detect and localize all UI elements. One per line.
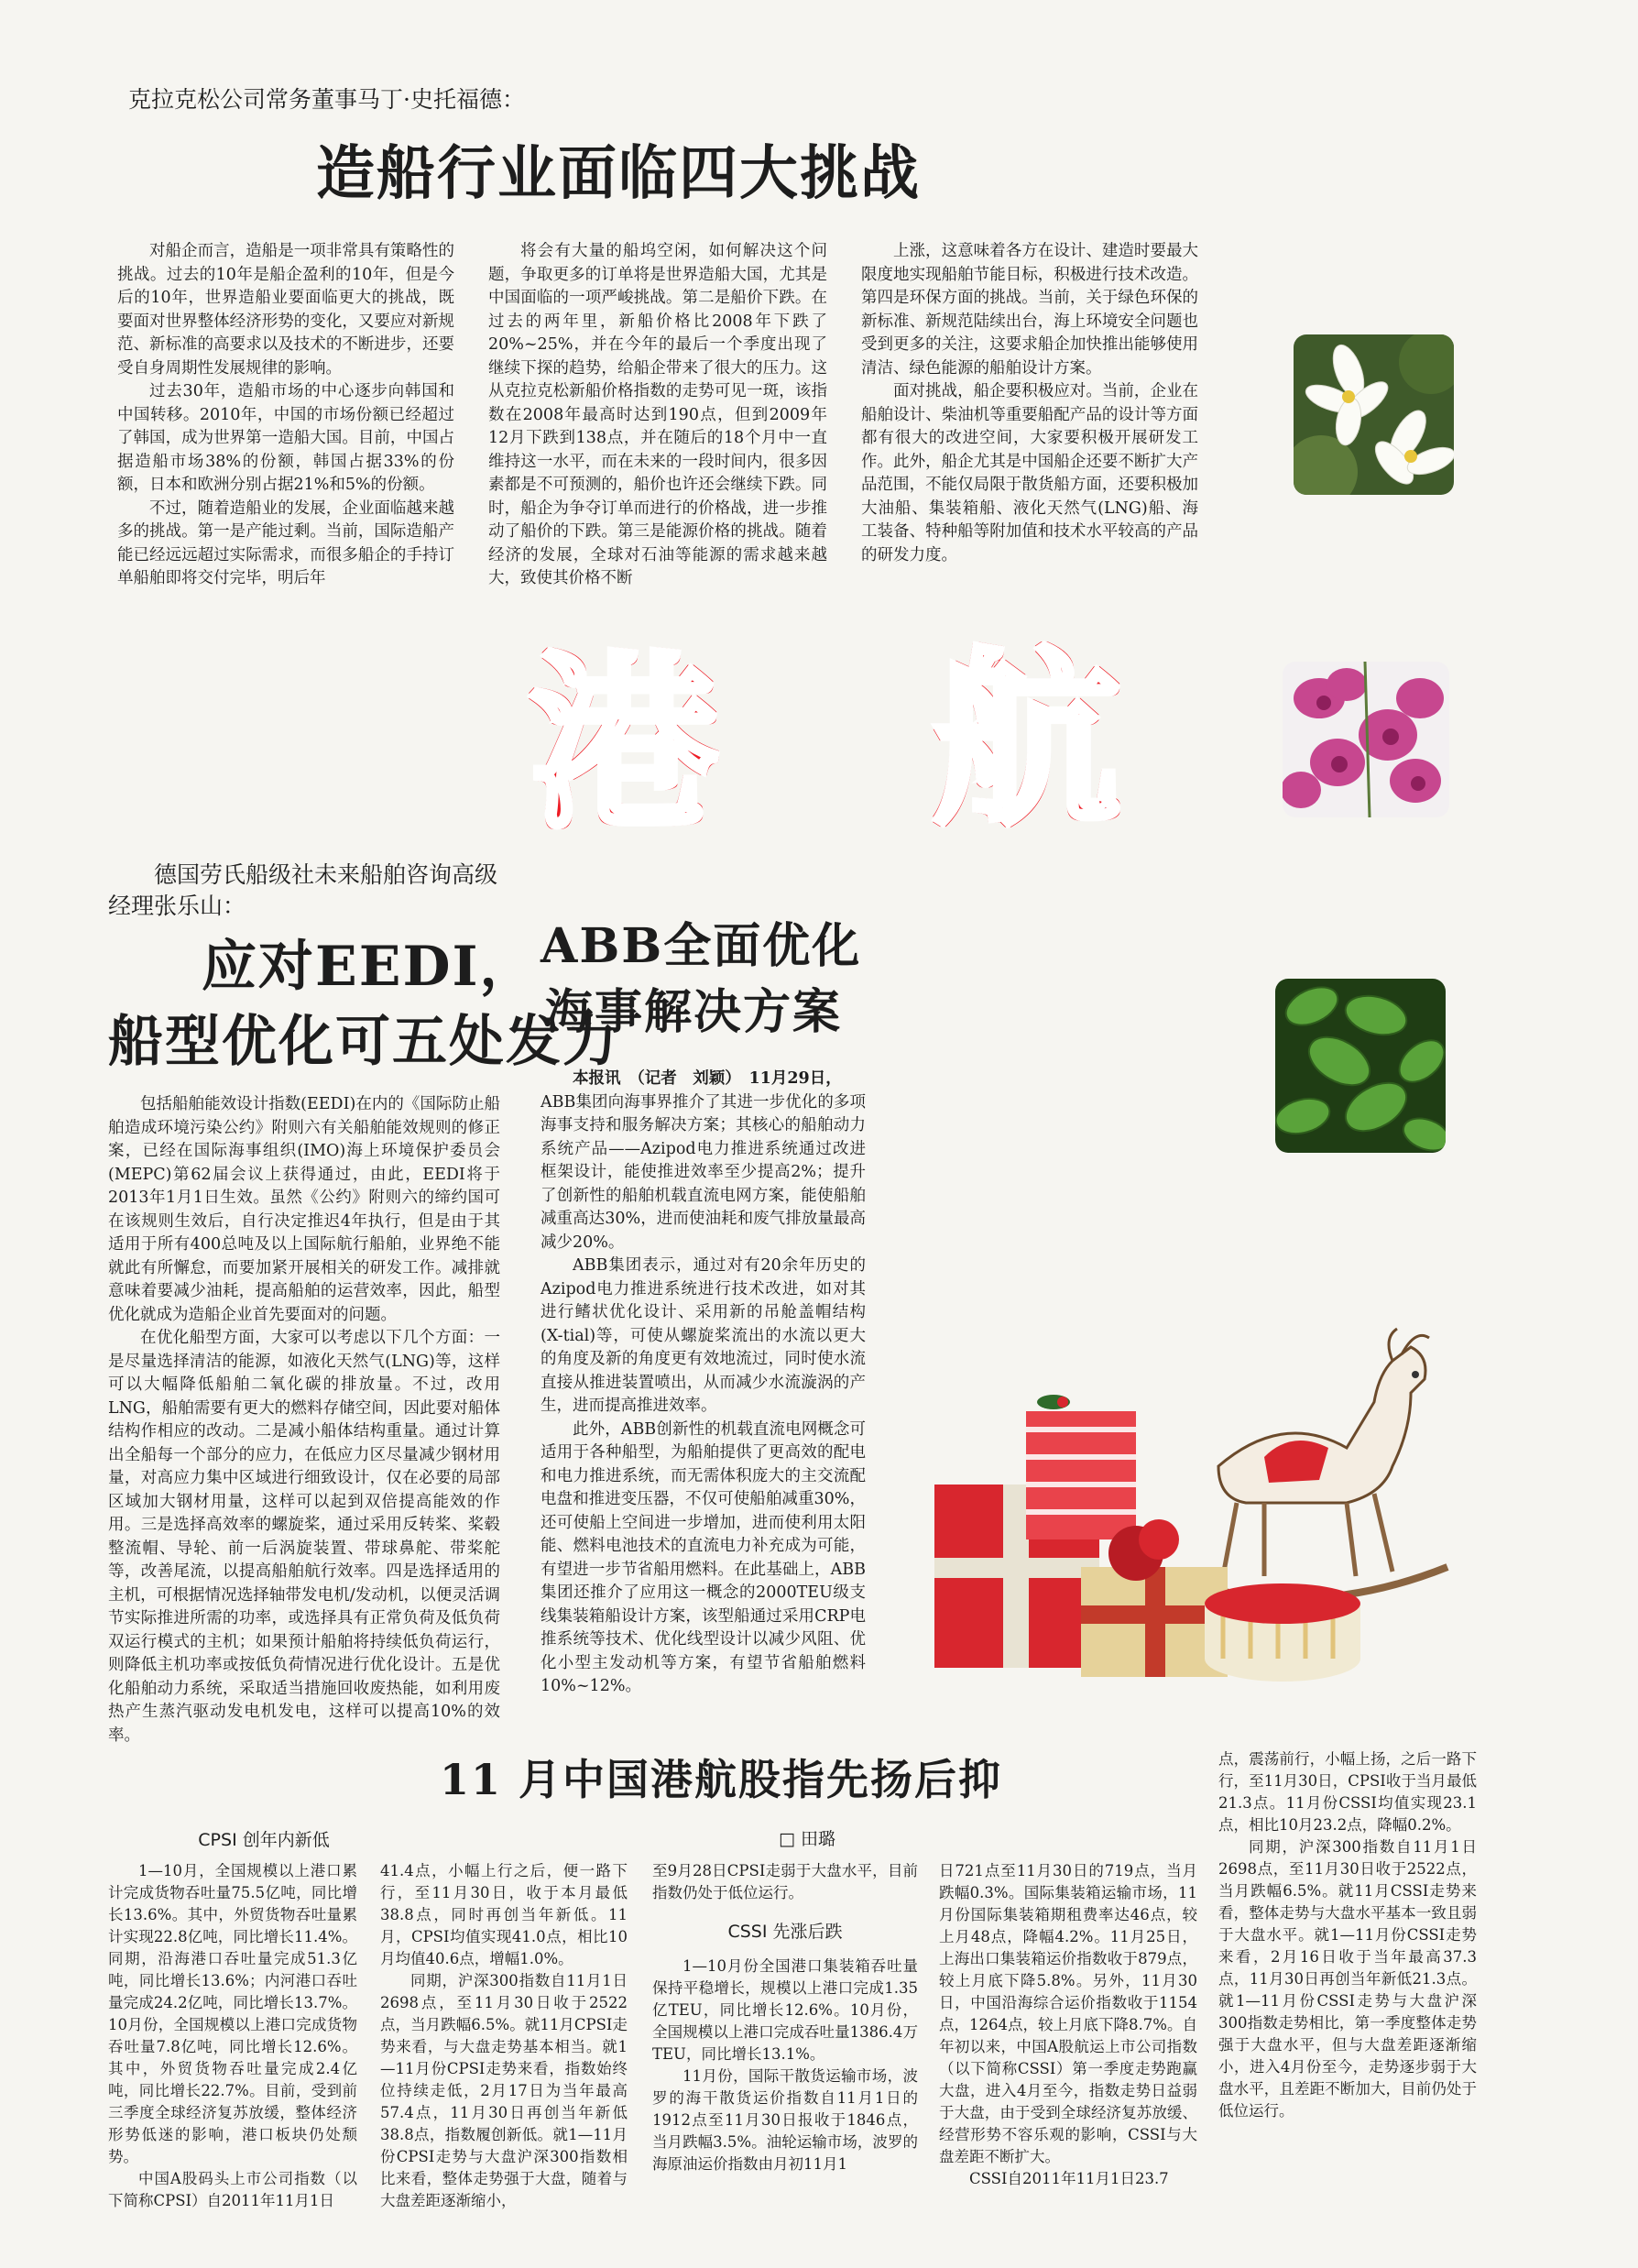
- article1-kicker: 克拉克松公司常务董事马丁·史托福德：: [128, 86, 525, 113]
- article3-body: [541, 1068, 866, 1699]
- article1-col1: [117, 240, 454, 591]
- article3-byline: 本报讯 （记者 刘颖） 11月29日，: [573, 1069, 842, 1088]
- paragraph: 点，震荡前行，小幅上扬，之后一路下行，至11月30日，CPSI收于当月最低21.3点。11月份CSSI均值实现23.1点，相比10月23.2点，降幅0.2%。: [1218, 1750, 1477, 1834]
- paragraph: 中国A股码头上市公司指数（以下简称CPSI）自2011年11月1日: [108, 2170, 357, 2209]
- article4-subhead-cpsi: CPSI 创年内新低: [198, 1830, 330, 1850]
- paragraph: ABB集团向海事界推介了其进一步优化的多项海事支持和服务解决方案；其核心的船舶动力系统产品——Azipod电力推进系统通过改进框架设计，能使推进效率至少提高2%；提升了创新性的船舶机载直流电网方案，能使船舶减重高达30%，进而使油耗和废气排放量最高减少20%。: [541, 1092, 866, 1252]
- paragraph: 11月份，国际干散货运输市场，波罗的海干散货运价指数自11月1日的1912点至11月30日报收于1846点，当月跌幅3.5%。油轮运输市场，波罗的海原油运价指数由月初11月1: [652, 2067, 918, 2173]
- pink-orchid-photo: [1283, 662, 1449, 817]
- article2-title-line2: 船型优化可五处发力: [108, 1010, 619, 1074]
- paragraph: 包括船舶能效设计指数(EEDI)在内的《国际防止船舶造成环境污染公约》附则六有关船舶能效规则的修正案，已经在国际海事组织(IMO)海上环境保护委员会(MEPC)第62届会议上获得通过，由此，EEDI将于2013年1月1日生效。虽然《公约》附则六的缔约国可在该规则生效后，自行决定推迟4年执行，但是由于其适用于所有400总吨及以上国际航行船舶，业界绝不能就此有所懈怠，而要加紧开展相关的研发工作。减排就意味着要减少油耗，提高船舶的运营效率，因此，船型优化就成为造船企业首先要面对的问题。: [108, 1095, 500, 1324]
- paragraph: 在优化船型方面，大家可以考虑以下几个方面：一是尽量选择清洁的能源，如液化天然气(LNG)等，这样可以大幅降低船舶二氧化碳的排放量。不过，改用LNG，船舶需要有更大的燃料存储空间，因此要对船体结构作相应的改动。二是减小船体结构重量。通过计算出全船每一个部分的应力，在低应力区尽量减少钢材用量，对高应力集中区域进行细致设计，仅在必要的局部区域加大钢材用量，这样可以起到双倍提高能效的作用。三是选择高效率的螺旋桨，通过采用反转桨、桨毂整流帽、导轮、前一后涡旋装置、带球鼻舵、带桨舵等，改善尾流，以提高船舶航行效率。四是选择适用的主机，可根据情况选择轴带发电机/发动机，以便灵活调节实际推进所需的功率，或选择具有正常负荷及低负荷双运行模式的主机；如果预计船舶将持续低负荷运行，则降低主机功率或按低负荷情况进行优化设计。五是优化船舶动力系统，采取适当措施回收废热能，如利用废热产生蒸汽驱动发电机发电，这样可以提高10%的效率。: [108, 1329, 500, 1745]
- paragraph: 不过，随着造船业的发展，企业面临越来越多的挑战。第一是产能过剩。当前，国际造船产能已经远远超过实际需求，而很多船企的手持订单船舶即将交付完毕，明后年: [117, 499, 454, 587]
- paragraph: 过去30年，造船市场的中心逐步向韩国和中国转移。2010年，中国的市场份额已经超过了韩国，成为世界第一造船大国。目前，中国占据造船市场38%的份额，韩国占据33%的份额，日本和欧洲分别占据21%和5%的份额。: [117, 382, 454, 494]
- paragraph: 41.4点，小幅上行之后，便一路下行，至11月30日，收于本月最低38.8点，同时再创当年新低。11月，CPSI均值实现41.0点，相比10月均值40.6点，增幅1.0%。: [380, 1862, 628, 1967]
- article4-byline: □ 田璐: [779, 1829, 835, 1849]
- paragraph: 对船企而言，造船是一项非常具有策略性的挑战。过去的10年是船企盈利的10年，但是今后的10年，世界造船业要面临更大的挑战，既要面对世界整体经济形势的变化，又要应对新规范、新标准的高要求以及技术的不断进步，还要受自身周期性发展规律的影响。: [117, 242, 454, 378]
- article3-title-line2: 海事解决方案: [545, 984, 843, 1040]
- paragraph: CSSI自2011年11月1日23.7: [969, 2170, 1169, 2187]
- section-char-hang: 航: [933, 632, 1120, 850]
- article2-title-line1: 应对EEDI，: [202, 935, 537, 999]
- paragraph: 至9月28日CPSI走弱于大盘水平，目前指数仍处于低位运行。: [652, 1862, 918, 1901]
- article4-subhead-cssi: CSSI 先涨后跌: [727, 1922, 843, 1942]
- article3-title-line1: ABB全面优化: [541, 918, 862, 974]
- article2-body: [108, 1093, 500, 1748]
- article1-col2: [488, 240, 827, 591]
- article2-kicker: 德国劳氏船级社未来船舶咨询高级经理张乐山：: [108, 861, 498, 919]
- section-char-gang: 港: [530, 636, 717, 854]
- article4-col1: [108, 1860, 357, 2212]
- article4-col2: [380, 1860, 628, 2212]
- paragraph: ABB集团表示，通过对有20余年历史的Azipod电力推进系统进行技术改进，如对其进行鳍状优化设计、采用新的吊舱盖帽结构(X-tial)等，可使从螺旋桨流出的水流以更大的角度及新的角度更有效地流过，同时使水流直接从推进装置喷出，从而减少水流漩涡的产生，进而提高推进效率。: [541, 1256, 866, 1415]
- paragraph: 日721点至11月30日的719点，当月跌幅0.3%。国际集装箱运输市场，11月份国际集装箱期租费率达46点，较上月48点，降幅4.2%。11月25日，上海出口集装箱运价指数收于879点，较上月底下降5.8%。另外，11月30日，中国沿海综合运价指数收于1154点，1264点，较上月底下降8.7%。自年初以来，中国A股航运上市公司指数（以下简称CSSI）第一季度走势跑赢大盘，进入4月至今，指数走势日益弱于大盘，由于受到全球经济复苏放缓、经营形势不容乐观的影响，CSSI与大盘差距不断扩大。: [939, 1862, 1197, 2165]
- paragraph: 同期，沪深300指数自11月1日2698点，至11月30日收于2522点，当月跌幅6.5%。就11月CSSI走势来看，整体走势与大盘水平基本一致且弱于大盘水平。就1—11月份CSSI走势来看，2月16日收于当年最高37.3点，11月30日再创当年新低21.3点。就1—11月份CSSI走势与大盘沪深300指数走势相比，第一季度整体走势强于大盘水平，但与大盘差距逐渐缩小，进入4月份至今，走势逐步弱于大盘水平，且差距不断加大，目前仍处于低位运行。: [1218, 1838, 1477, 2120]
- paragraph: 上涨，这意味着各方在设计、建造时要最大限度地实现船舶节能目标，积极进行技术改造。第四是环保方面的挑战。当前，关于绿色环保的新标准、新规范陆续出台，海上环境安全问题也受到更多的关注，这要求船企加快推出能够使用清洁、绿色能源的船舶设计方案。: [861, 242, 1198, 378]
- green-leaves-photo: [1275, 979, 1446, 1153]
- article4-col4: [939, 1860, 1197, 2190]
- paragraph: 1—10月份全国港口集装箱吞吐量保持平稳增长，规模以上港口完成1.35亿TEU，同比增长12.6%。10月份，全国规模以上港口完成吞吐量1386.4万TEU，同比增长13.1%。: [652, 1957, 918, 2063]
- article4-col3: [652, 1860, 918, 2175]
- christmas-gifts-rocking-horse-illustration: [916, 1274, 1466, 1695]
- white-lotus-photo: [1294, 334, 1454, 495]
- paragraph: 此外，ABB创新性的机载直流电网概念可适用于各种船型，为船舶提供了更高效的配电和电力推进系统，而无需体积庞大的主交流配电盘和推进变压器，不仅可使船舶减重30%，还可使船上空间进一步增加，进而使利用太阳能、燃料电池技术的直流电力补充成为可能，有望进一步节省船用燃料。在此基础上，ABB集团还推介了应用这一概念的2000TEU级支线集装箱船设计方案，该型船通过采用CRP电推系统等技术、优化线型设计以减少风阻、优化小型主发动机等方案，有望节省船舶燃料10%~12%。: [541, 1419, 866, 1695]
- paragraph: 1—10月，全国规模以上港口累计完成货物吞吐量75.5亿吨，同比增长13.6%。其中，外贸货物吞吐量累计实现22.8亿吨，同比增长11.4%。同期，沿海港口吞吐量完成51.3亿吨，同比增长13.6%；内河港口吞吐量完成24.2亿吨，同比增长13.7%。10月份，全国规模以上港口完成货物吞吐量7.8亿吨，同比增长12.6%。其中，外贸货物吞吐量完成2.4亿吨，同比增长22.7%。目前，受到前三季度全球经济复苏放缓，整体经济形势低迷的影响，港口板块仍处颓势。: [108, 1862, 357, 2165]
- paragraph: 将会有大量的船坞空闲，如何解决这个问题，争取更多的订单将是世界造船大国，尤其是中国面临的一项严峻挑战。第二是船价下跌。在过去的两年里，新船价格比2008年下跌了20%~25%，并在今年的最后一个季度出现了继续下探的趋势，给船企带来了很大的压力。这从克拉克松新船价格指数的走势可见一斑，该指数在2008年最高时达到190点，但到2009年12月下跌到138点，并在随后的18个月中一直维持这一水平，而在未来的一段时间内，很多因素都是不可预测的，船价也许还会继续下跌。同时，船企为争夺订单而进行的价格战，进一步推动了船价的下跌。第三是能源价格的挑战。随着经济的发展，全球对石油等能源的需求越来越大，致使其价格不断: [488, 242, 827, 587]
- article4-title: 11 月中国港航股指先扬后抑: [440, 1755, 1003, 1804]
- article1-title: 造船行业面临四大挑战: [316, 139, 921, 208]
- paragraph: 面对挑战，船企要积极应对。当前，企业在船舶设计、柴油机等重要船配产品的设计等方面都有很大的改进空间，大家要积极开展研发工作。此外，船企尤其是中国船企还要不断扩大产品范围，不能仅局限于散货船方面，还要积极加大油船、集装箱船、液化天然气(LNG)船、海工装备、特种船等附加值和技术水平较高的产品的研发力度。: [861, 382, 1198, 564]
- article1-col3: [861, 240, 1198, 567]
- article4-col5: [1218, 1748, 1477, 2122]
- paragraph: 同期，沪深300指数自11月1日2698点，至11月30日收于2522点，当月跌幅6.5%。就11月CPSI走势来看，与大盘走势基本相当。就1—11月份CPSI走势来看，指数始终位持续走低，2月17日为当年最高57.4点，11月30日再创当年新低38.8点，指数履创新低。就1—11月份CPSI走势与大盘沪深300指数相比来看，整体走势强于大盘，随着与大盘差距逐渐缩小，: [380, 1972, 628, 2209]
